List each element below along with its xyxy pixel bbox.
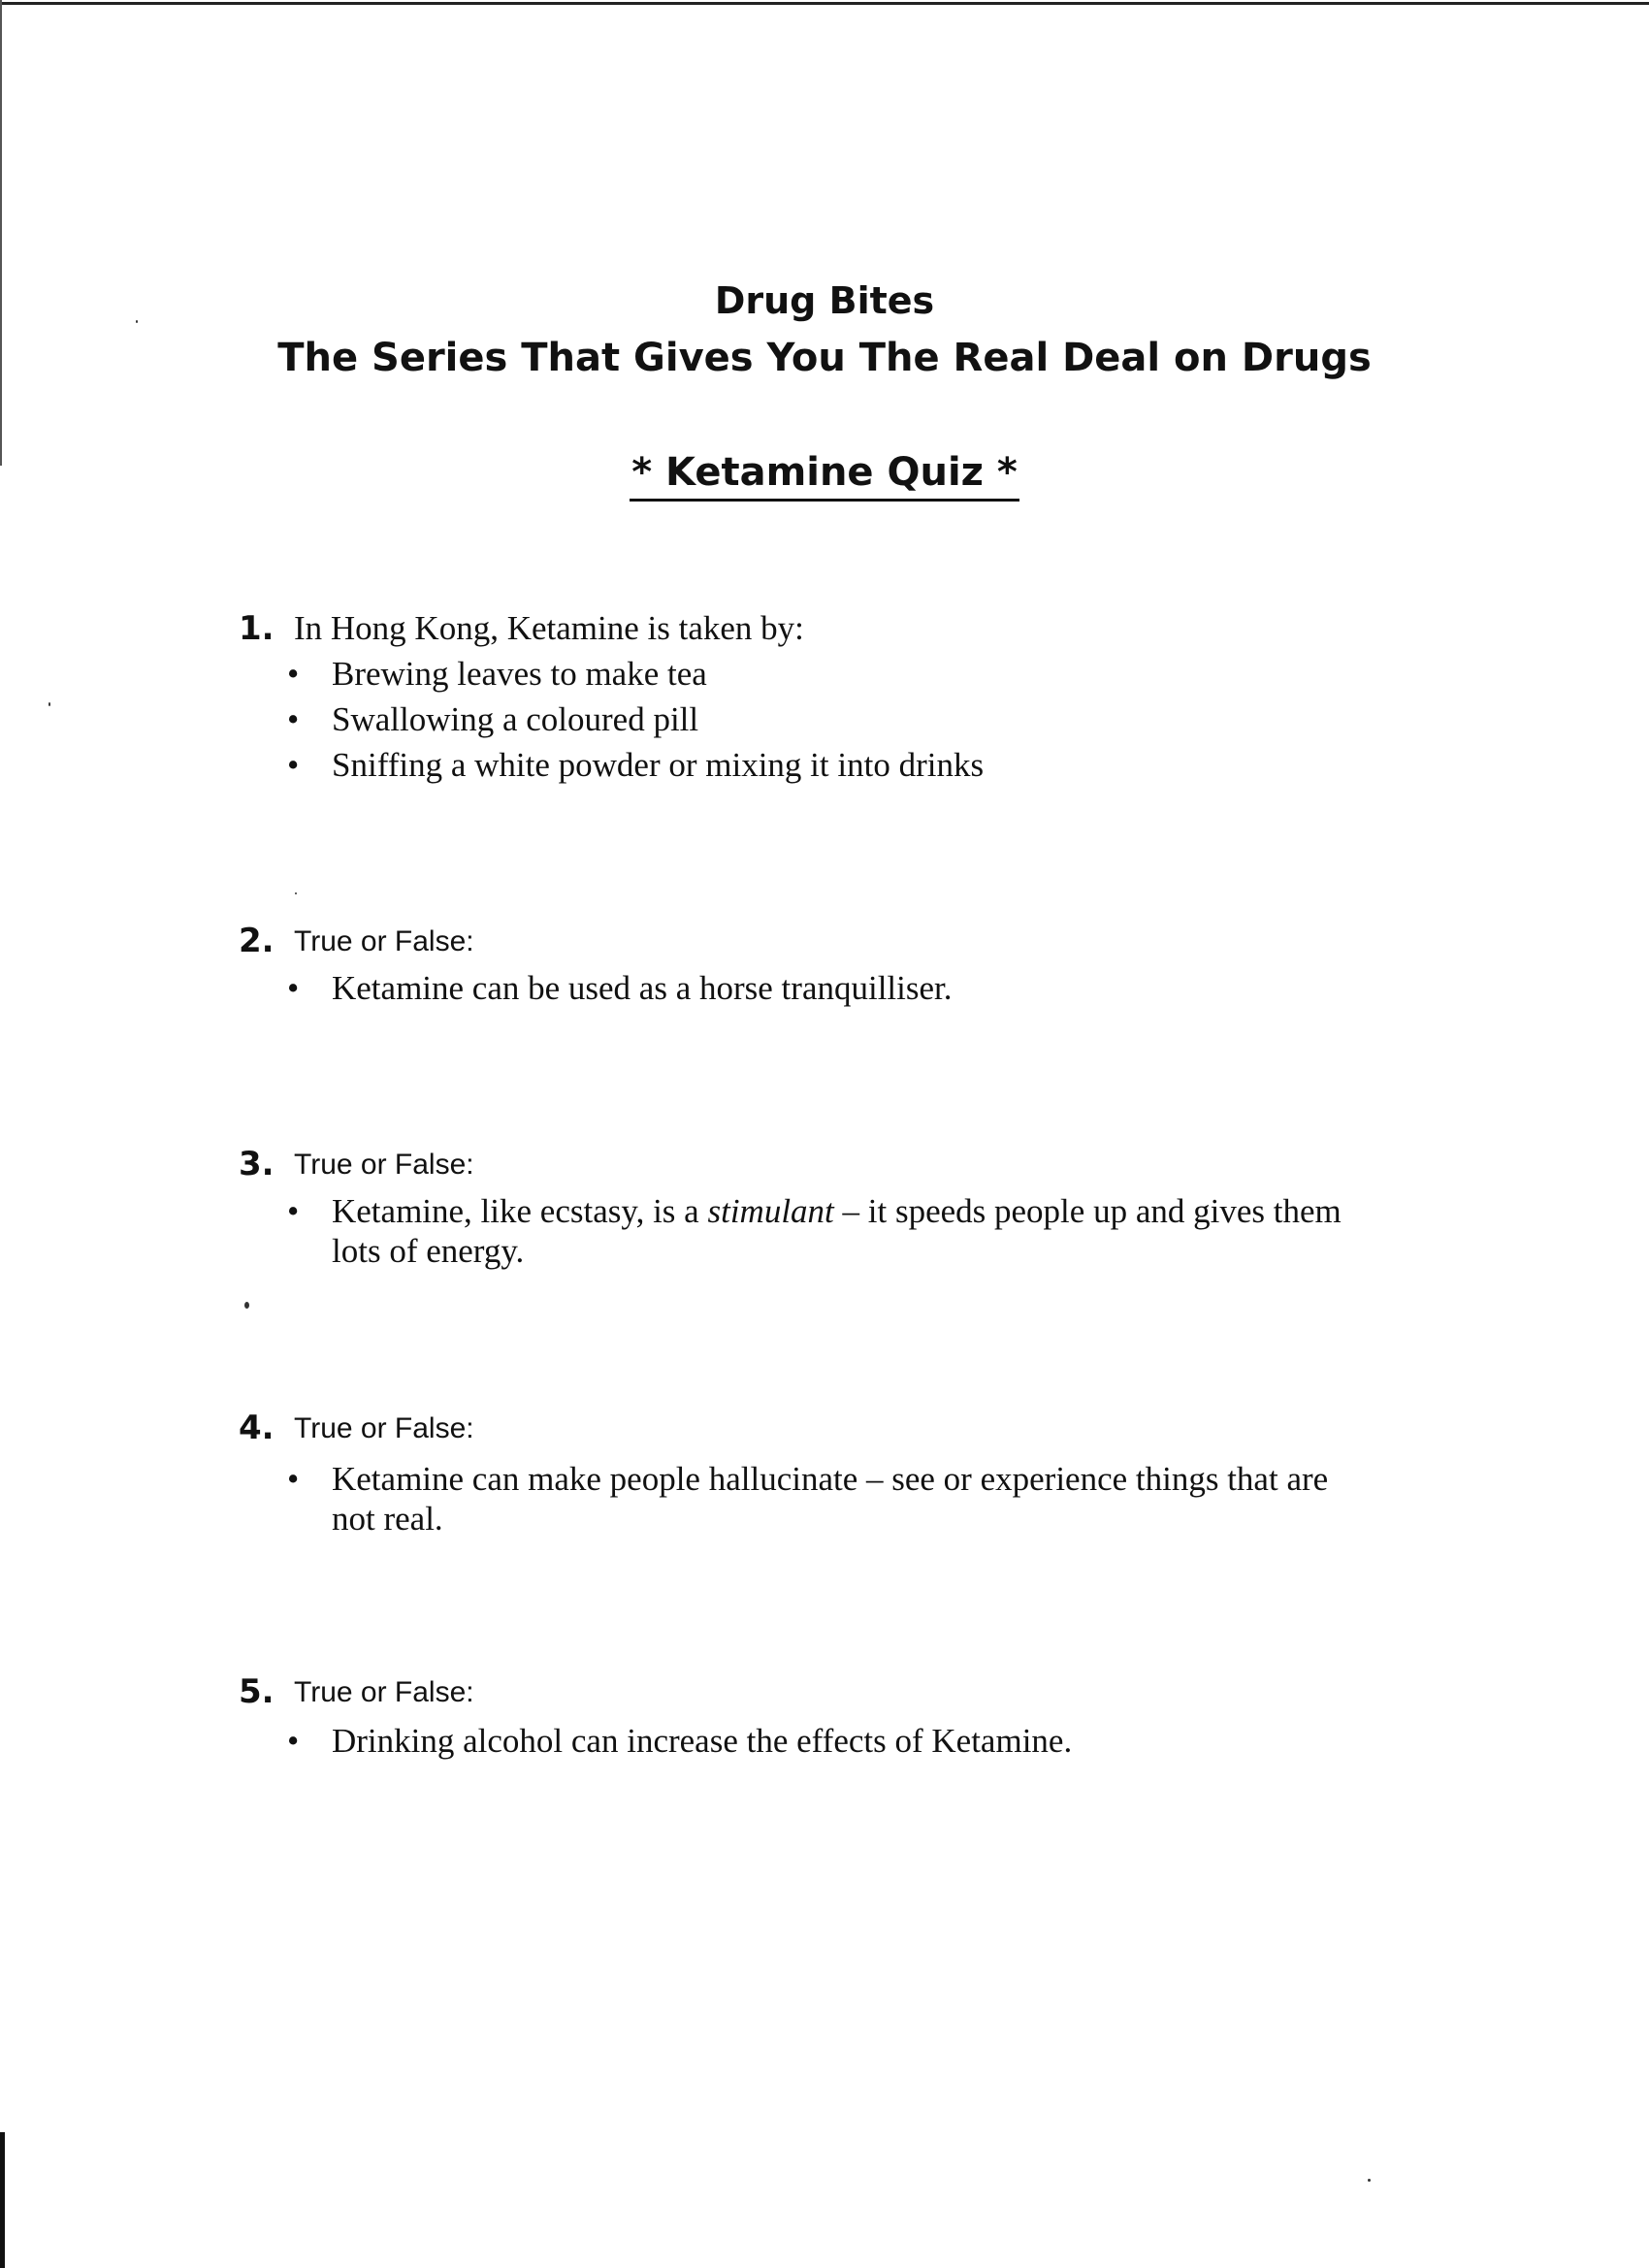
scan-edge-bottom-left xyxy=(0,2132,5,2268)
question-number: 5. xyxy=(239,1672,275,1711)
bullet-icon: • xyxy=(287,969,300,1007)
option-list xyxy=(287,1721,1360,1766)
scan-speck xyxy=(48,702,50,706)
scan-speck xyxy=(1368,2179,1371,2182)
option-item xyxy=(287,654,1360,694)
option-item xyxy=(287,1191,1370,1271)
option-list xyxy=(287,654,1360,791)
option-text: Ketamine can make people hallucinate – see or experience things that are not real. xyxy=(332,1460,1329,1538)
option-text-end: – it speeds people up and gives them lots of energy. xyxy=(332,1192,1342,1270)
option-list xyxy=(287,1459,1379,1544)
bullet-icon: • xyxy=(287,1460,300,1498)
question-number: 3. xyxy=(239,1145,275,1183)
scan-speck xyxy=(136,320,138,323)
option-text-emphasis: stimulant xyxy=(707,1192,834,1230)
scan-edge-top xyxy=(0,2,1649,5)
bullet-icon: • xyxy=(287,746,300,784)
option-item xyxy=(287,968,1360,1008)
option-item xyxy=(287,1459,1379,1539)
quiz-title xyxy=(0,450,1649,495)
question-number: 1. xyxy=(239,609,275,648)
question-number: 2. xyxy=(239,922,275,960)
bullet-icon: • xyxy=(287,1192,300,1230)
option-list xyxy=(287,968,1360,1014)
option-text: Drinking alcohol can increase the effects of Ketamine. xyxy=(332,1722,1073,1760)
question-prompt: True or False: xyxy=(294,1412,474,1444)
document-subtitle: The Series That Gives You The Real Deal on Drugs xyxy=(277,336,1372,380)
document-title: Drug Bites xyxy=(714,279,935,322)
option-text: Brewing leaves to make tea xyxy=(332,655,707,693)
option-text: Swallowing a coloured pill xyxy=(332,700,699,738)
question-number: 4. xyxy=(239,1409,275,1447)
scan-speck xyxy=(244,1302,249,1309)
option-list xyxy=(287,1191,1370,1277)
question-prompt: In Hong Kong, Ketamine is taken by: xyxy=(294,609,804,647)
bullet-icon: • xyxy=(287,655,300,693)
bullet-icon: • xyxy=(287,700,300,738)
option-text: Sniffing a white powder or mixing it into drinks xyxy=(332,746,985,784)
option-item xyxy=(287,1721,1360,1761)
option-item xyxy=(287,745,1360,785)
question-prompt: True or False: xyxy=(294,925,474,957)
option-text: Ketamine can be used as a horse tranquilliser. xyxy=(332,969,953,1007)
scan-edge-left xyxy=(0,0,2,466)
question-prompt: True or False: xyxy=(294,1676,474,1708)
option-item xyxy=(287,699,1360,739)
option-text-start: Ketamine, like ecstasy, is a xyxy=(332,1192,708,1230)
bullet-icon: • xyxy=(287,1722,300,1760)
scan-speck xyxy=(295,892,297,894)
quiz-title-text: * Ketamine Quiz * xyxy=(630,450,1019,502)
question-prompt: True or False: xyxy=(294,1149,474,1181)
